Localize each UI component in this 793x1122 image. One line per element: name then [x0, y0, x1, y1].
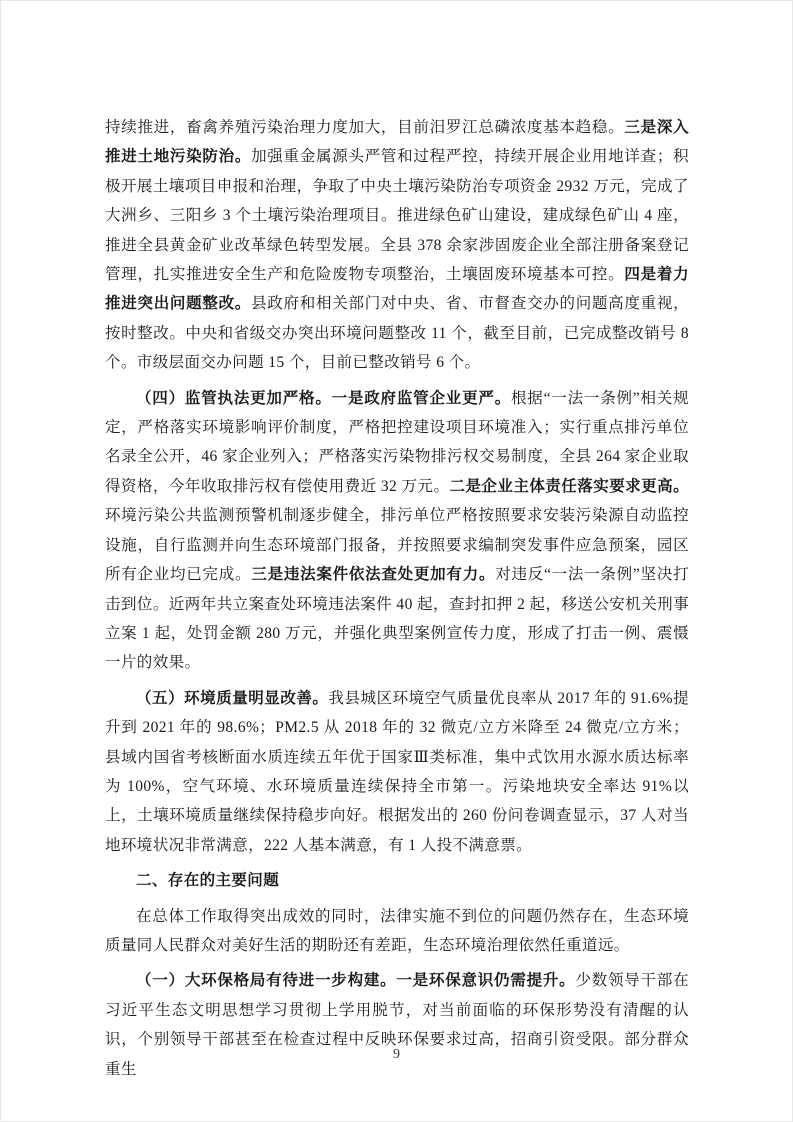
document-body [105, 113, 689, 1090]
bold-text-run: 二、存在的主要问题 [136, 872, 280, 890]
text-run: 县政府和相关部门对中央、省、市督查交办的问题高度重视，按时整改。中央和省级交办突出环境问题整改 11 个，截至目前，已完成整改销号 8 个。市级层面交办问题 15 个，目前已整改销号 6 个。 [105, 295, 689, 372]
text-run: 在总体工作取得突出成效的同时，法律实施不到位的问题仍然存在，生态环境质量同人民群众对美好生活的期盼还有差距，生态环境治理依然任重道远。 [105, 907, 689, 954]
text-run: 对违反“一法一条例”坚决打击到位。近两年共立案查处环境违法案件 40 起，查封扣押 2 起，移送公安机关刑事立案 1 起，处罚金额 280 万元，并强化典型案例宣传力度，形成了打击一例、震慑一片的效果。 [105, 566, 689, 672]
text-run: 环境污染公共监测预警机制逐步健全，排污单位严格按照要求安装污染源自动监控设施，自行监测并向生态环境部门报备，并按照要求编制突发事件应急预案，园区所有企业均已完成。 [105, 507, 689, 584]
section-heading [105, 866, 689, 895]
paragraph [105, 384, 689, 678]
bold-text-run: （五）环境质量明显改善。 [136, 689, 329, 707]
bold-text-run: （一）大环保格局有待进一步构建。一是环保意识仍需提升。 [136, 972, 576, 990]
paragraph [105, 966, 689, 1084]
bold-text-run: 三是违法案件依法查处更加有力。 [251, 566, 496, 584]
paragraph [105, 902, 689, 961]
paragraph [105, 113, 689, 378]
bold-text-run: 四是着力推进突出问题整改。 [105, 266, 689, 313]
text-run: 我县城区环境空气质量优良率从 2017 年的 91.6%提升到 2021 年的 98.6%；PM2.5 从 2018 年的 32 微克/立方米降至 24 微克/立方米；县域内国省考核断面水质连续五年优于国家Ⅲ类标准，集中式饮用水源水质达标率为 100%，空气环境、水环境质量连续保持全市第一。污染地块安全率达 91%以上，土壤环境质量继续保持稳步向好。根据发出的 260 份问卷调查显示，37 人对当地环境状况非常满意，222 人基本满意，有 1 人投不满意票。 [105, 689, 689, 854]
text-run: 加强重金属源头严管和过程严控，持续开展企业用地详查；积极开展土壤项目申报和治理，争取了中央土壤污染防治专项资金 2932 万元，完成了大洲乡、三阳乡 3 个土壤污染治理项目。推进绿色矿山建设，建成绿色矿山 4 座，推进全县黄金矿业改革绿色转型发展。全县 378 余家涉固废企业全部注册备案登记管理，扎实推进安全生产和危险废物专项整治，土壤固废环境基本可控。 [105, 148, 689, 284]
bold-text-run: 三是深入推进土地污染防治。 [105, 119, 689, 166]
text-run: 少数领导干部在习近平生态文明思想学习贯彻上学用脱节，对当前面临的环保形势没有清醒的认识，个别领导干部甚至在检查过程中反映环保要求过高，招商引资受限。部分群众重生 [105, 972, 689, 1078]
paragraph [105, 684, 689, 860]
bold-text-run: 二是企业主体责任落实要求更高。 [449, 477, 689, 495]
bold-text-run: （四）监管执法更加严格。一是政府监管企业更严。 [136, 389, 511, 407]
page-number: 9 [393, 1047, 400, 1062]
text-run: 持续推进，畜禽养殖污染治理力度加大，目前汨罗江总磷浓度基本趋稳。 [105, 119, 625, 136]
text-run: 根据“一法一条例”相关规定，严格落实环境影响评价制度，严格把控建设项目环境准入；实行重点排污单位名录全公开，46 家企业列入；严格落实污染物排污权交易制度，全县 264 家企业取得资格，今年收取排污权有偿使用费近 32 万元。 [105, 389, 690, 495]
